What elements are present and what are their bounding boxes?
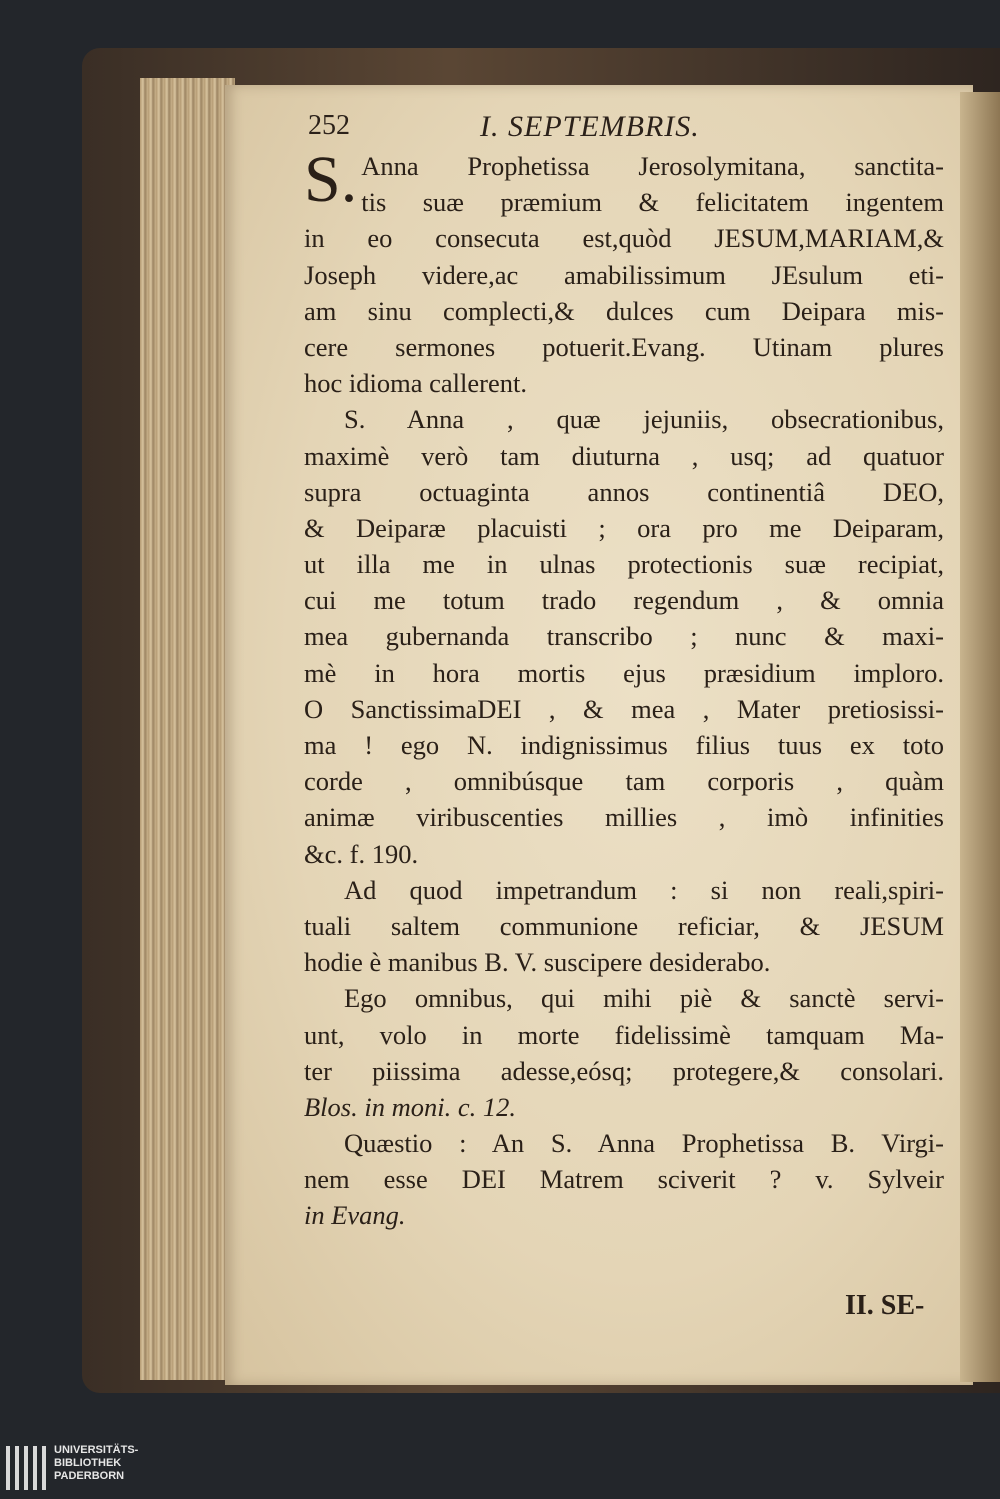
text-line: maximè verò tam diuturna , usq; ad quatuor: [304, 440, 944, 471]
text-line: tuali saltem communione reficiar, & JESUM: [304, 910, 944, 941]
text-line: mea gubernanda transcribo ; nunc & maxi-: [304, 621, 944, 652]
library-name-line: UNIVERSITÄTS-: [54, 1444, 139, 1456]
text-line: Blos. in moni. c. 12.: [304, 1091, 516, 1122]
text-line: Anna Prophetissa Jerosolymitana, sanctita-: [361, 151, 944, 181]
page-number: 252: [308, 110, 350, 141]
text-line: am sinu complecti,& dulces cum Deipara mis-: [304, 295, 944, 326]
text-line: Quæstio : An S. Anna Prophetissa B. Virgi-: [344, 1128, 944, 1159]
text-line: in Evang.: [304, 1200, 406, 1231]
text-line: nem esse DEI Matrem sciverit ? v. Sylveir: [304, 1164, 944, 1195]
running-title: I. SEPTEMBRIS.: [480, 110, 700, 143]
text-line: corde , omnibúsque tam corporis , quàm: [304, 766, 944, 797]
catchword: II. SE-: [845, 1290, 925, 1321]
library-name-line: BIBLIOTHEK: [54, 1457, 122, 1469]
text-line: supra octuaginta annos continentiâ DEO,: [304, 476, 944, 507]
text-line: O SanctissimaDEI , & mea , Mater pretiosissi-: [304, 693, 944, 724]
text-line: hodie è manibus B. V. suscipere desiderabo.: [304, 947, 771, 978]
running-head: [308, 110, 958, 150]
text-line: tis suæ præmium & felicitatem ingentem: [361, 187, 944, 218]
text-line: S. Anna , quæ jejuniis, obsecrationibus,: [344, 404, 944, 435]
body-text: [304, 143, 944, 1234]
text-line: Joseph videre,ac amabilissimum JEsulum eti-: [304, 259, 944, 290]
text-line: ut illa me in ulnas protectionis suæ recipiat,: [304, 549, 944, 580]
text-line: cere sermones potuerit.Evang. Utinam plures: [304, 331, 944, 362]
text-line: ter piissima adesse,eósq; protegere,& consolari.: [304, 1055, 944, 1086]
text-line: Ego omnibus, qui mihi piè & sanctè servi-: [344, 983, 944, 1014]
text-line: animæ viribuscenties millies , imò infinities: [304, 802, 944, 833]
next-page-edge: [960, 92, 1000, 1382]
text-line: cui me totum trado regendum , & omnia: [304, 585, 944, 616]
library-footer: [0, 1440, 1000, 1499]
library-logo-icon: [6, 1446, 48, 1490]
text-line: unt, volo in morte fidelissimè tamquam Ma-: [304, 1019, 944, 1050]
text-line: mè in hora mortis ejus præsidium imploro.: [304, 657, 944, 688]
library-name-line: PADERBORN: [54, 1470, 125, 1482]
library-name: [54, 1444, 138, 1483]
page-edges: [140, 78, 235, 1380]
text-line: ma ! ego N. indignissimus filius tuus ex toto: [304, 730, 944, 760]
text-line: hoc idioma callerent.: [304, 368, 527, 399]
text-line: Ad quod impetrandum : si non reali,spiri-: [344, 874, 944, 905]
drop-cap: S.: [304, 143, 358, 216]
text-line: &c. f. 190.: [304, 838, 419, 869]
text-line: in eo consecuta est,quòd JESUM,MARIAM,&: [304, 223, 944, 254]
text-line: & Deiparæ placuisti ; ora pro me Deiparam,: [304, 512, 944, 543]
